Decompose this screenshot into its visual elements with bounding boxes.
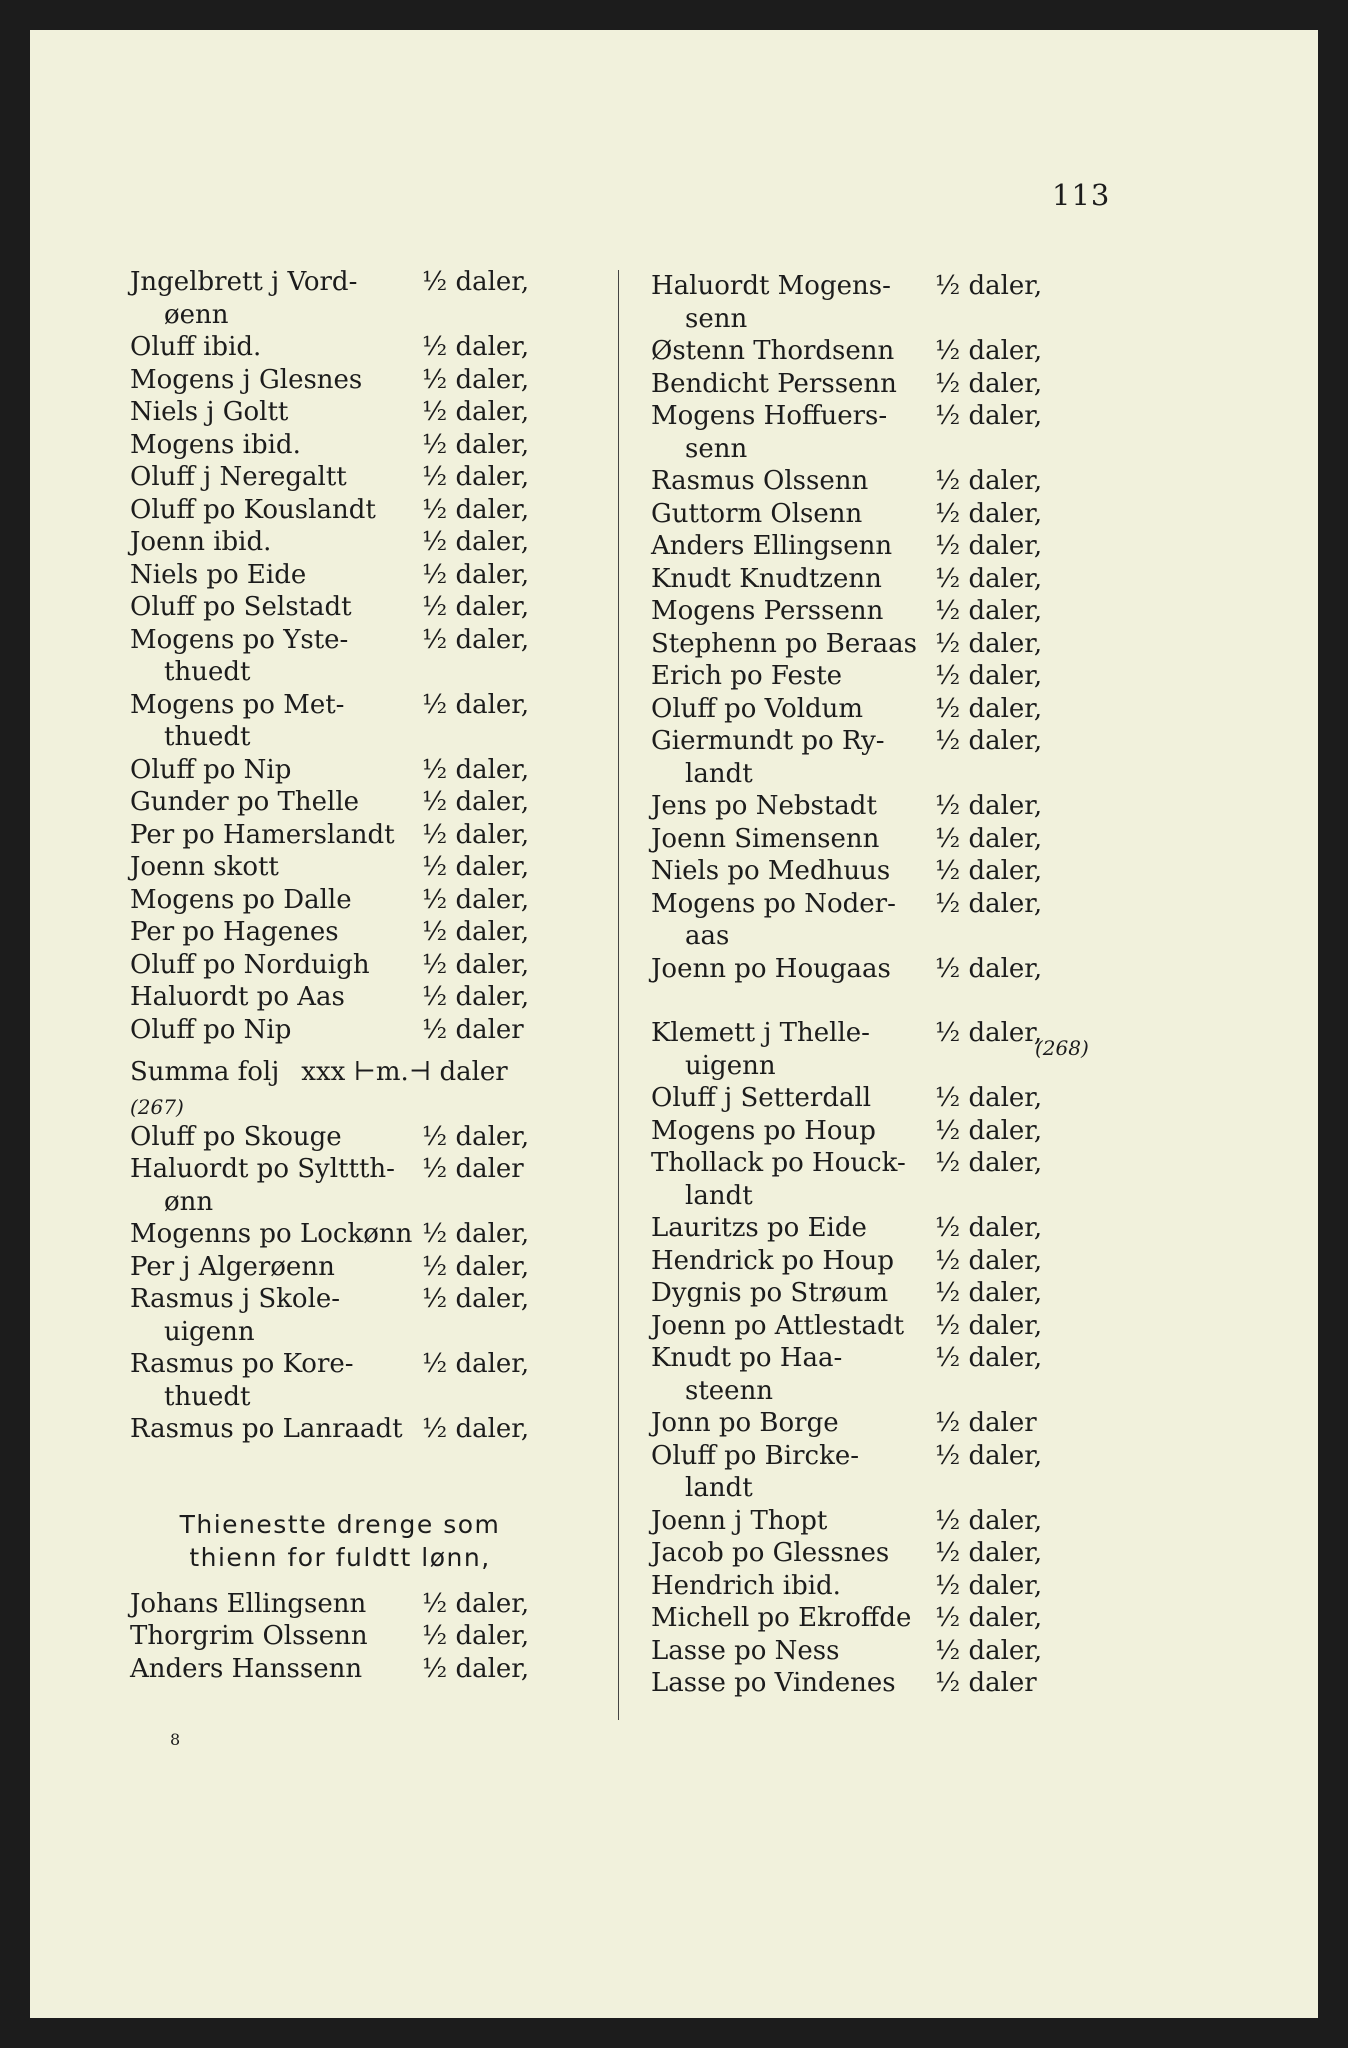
entry-name (651, 1310, 935, 1343)
entry-name-text: Per po Hamerslandt (130, 819, 395, 850)
entry-amount: ½ daler, (935, 531, 1043, 561)
entry-name (130, 1653, 422, 1686)
entry-name (651, 855, 935, 888)
left-list-b (130, 1121, 600, 1446)
entry-name-text: Per po Hagenes (130, 917, 339, 947)
entry-name-text: Oluff po Kouslandt (130, 494, 376, 525)
list-item (130, 559, 600, 592)
entry-name-text: Oluff j Setterdall (651, 1083, 872, 1113)
entry-name-text: Mogens j Glesnes (130, 364, 363, 395)
entry-amount: ½ daler, (935, 1018, 1043, 1048)
entry-name-continuation: øenn (164, 299, 229, 330)
summa-label: Summa folj (130, 1057, 280, 1087)
entry-amount: ½ daler, (935, 1213, 1043, 1243)
entry-amount: ½ daler, (422, 364, 530, 395)
entry-name-text: Knudt po Haa- (651, 1343, 843, 1373)
entry-name-text: Anders Hanssenn (130, 1653, 363, 1684)
entry-amount: ½ daler, (935, 1538, 1043, 1568)
entry-name (651, 530, 935, 563)
entry-name (651, 368, 935, 401)
entry-name-continuation: thuedt (164, 1381, 251, 1412)
entry-name (651, 1082, 935, 1115)
heading-line-2: thienn for fuldtt lønn, (189, 1542, 491, 1572)
entry-name (651, 1570, 935, 1603)
entry-name (651, 1115, 935, 1148)
entry-amount: ½ daler, (935, 271, 1043, 301)
entry-name-text: Mogens po Noder- (651, 888, 896, 919)
entry-name-text: Lauritzs po Eide (651, 1213, 867, 1243)
list-item (651, 1635, 1171, 1668)
entry-name-text: Mogens po Dalle (130, 884, 352, 915)
entry-name (130, 916, 422, 949)
entry-name-text: Mogens ibid. (130, 429, 301, 460)
list-item (130, 819, 600, 852)
entry-name (130, 1348, 422, 1413)
list-item (130, 591, 600, 624)
list-item (130, 1413, 600, 1446)
list-item (651, 823, 1171, 856)
entry-amount: ½ daler, (935, 563, 1043, 594)
list-item (130, 1348, 600, 1413)
list-item (651, 1537, 1171, 1570)
list-item (130, 526, 600, 559)
list-item (651, 790, 1171, 823)
entry-amount: ½ daler, (422, 1653, 530, 1684)
list-item (651, 1277, 1171, 1310)
entry-name-continuation: senn (685, 303, 748, 334)
entry-amount: ½ daler, (935, 498, 1043, 529)
entry-amount: ½ daler, (935, 1278, 1043, 1308)
entry-name-text: Erich po Feste (651, 661, 843, 691)
entry-amount: ½ daler, (935, 466, 1043, 496)
entry-name-continuation: uigenn (164, 1316, 255, 1347)
entry-amount: ½ daler, (422, 397, 530, 427)
entry-name (651, 1407, 935, 1440)
list-item (651, 1017, 1171, 1082)
entry-name-text: Haluordt po Sylttth- (130, 1154, 395, 1184)
entry-amount: ½ daler, (422, 332, 530, 362)
entry-amount: ½ daler, (422, 559, 530, 590)
entry-amount: ½ daler (422, 1154, 524, 1184)
entry-amount: ½ daler, (422, 1284, 530, 1314)
list-item (130, 494, 600, 527)
entry-name-text: Rasmus po Lanraadt (130, 1414, 403, 1444)
entry-amount: ½ daler, (935, 368, 1043, 399)
entry-amount: ½ daler, (422, 949, 530, 980)
left-column (130, 266, 600, 1685)
entry-name (651, 628, 935, 661)
entry-amount: ½ daler, (422, 754, 530, 785)
spacer (651, 985, 1171, 1017)
signature-mark: 8 (170, 1730, 181, 1749)
entry-name (130, 526, 422, 559)
entry-name (651, 790, 935, 823)
entry-name (651, 1342, 935, 1407)
entry-amount: ½ daler, (935, 823, 1043, 854)
list-item (651, 660, 1171, 693)
list-item (130, 916, 600, 949)
entry-amount: ½ daler (422, 1014, 524, 1045)
entry-amount: ½ daler, (935, 888, 1043, 919)
entry-amount: ½ daler, (935, 726, 1043, 756)
entry-name (130, 1153, 422, 1218)
entry-name (130, 266, 422, 331)
entry-name-text: Lasse po Vindenes (651, 1668, 896, 1698)
entry-amount: ½ daler, (422, 267, 530, 297)
entry-name (130, 1218, 422, 1251)
entry-amount: ½ daler (935, 1668, 1037, 1698)
list-item (651, 595, 1171, 628)
entry-amount: ½ daler, (935, 1440, 1043, 1471)
entry-name-text: Gunder po Thelle (130, 787, 360, 817)
entry-name (130, 786, 422, 819)
entry-name-text: Thollack po Houck- (651, 1148, 906, 1178)
list-item (130, 266, 600, 331)
list-item (651, 1310, 1171, 1343)
entry-name-text: Jens po Nebstadt (651, 791, 877, 821)
entry-name (651, 498, 935, 531)
entry-name-continuation: steenn (685, 1375, 774, 1406)
entry-name (651, 1017, 935, 1082)
list-item (651, 1245, 1171, 1278)
list-item (130, 429, 600, 462)
entry-name (651, 1537, 935, 1570)
entry-name-text: Joenn j Thopt (651, 1505, 828, 1536)
entry-name-text: Niels po Medhuus (651, 856, 891, 886)
entry-amount: ½ daler, (422, 787, 530, 817)
heading-line-1: Thienestte drenge som (179, 1509, 501, 1539)
entry-amount: ½ daler, (935, 693, 1043, 724)
entry-amount: ½ daler, (935, 661, 1043, 691)
list-item (130, 1014, 600, 1047)
entry-amount: ½ daler, (422, 1621, 530, 1651)
entry-name-text: Per j Algerøenn (130, 1251, 335, 1282)
right-list-a (651, 270, 1171, 985)
entry-amount: ½ daler, (422, 819, 530, 850)
entry-name-continuation: landt (685, 758, 753, 789)
entry-name-text: Bendicht Perssenn (651, 368, 897, 399)
entry-name-text: Joenn po Hougaas (651, 953, 891, 984)
entry-name (130, 851, 422, 884)
entry-name (130, 396, 422, 429)
list-item (130, 461, 600, 494)
entry-amount: ½ daler, (422, 462, 530, 492)
list-item (130, 1153, 600, 1218)
list-item (651, 368, 1171, 401)
entry-name-text: Guttorm Olsenn (651, 498, 863, 529)
entry-name (130, 1588, 422, 1621)
list-item (130, 331, 600, 364)
entry-name (130, 981, 422, 1014)
entry-name-text: Mogens Hoffuers- (651, 401, 888, 431)
page-number: 113 (1052, 178, 1111, 212)
entry-amount: ½ daler, (935, 401, 1043, 431)
list-item (651, 1147, 1171, 1212)
entry-name-text: Oluff po Selstadt (130, 592, 352, 622)
entry-name-text: Niels j Goltt (130, 397, 289, 427)
entry-name (130, 494, 422, 527)
entry-name-continuation: thuedt (164, 722, 251, 752)
entry-amount: ½ daler, (422, 624, 530, 655)
entry-amount: ½ daler, (935, 596, 1043, 626)
entry-name (651, 465, 935, 498)
list-item (651, 1212, 1171, 1245)
list-item (130, 884, 600, 917)
entry-name-text: Jngelbrett j Vord- (130, 267, 358, 297)
list-item (651, 270, 1171, 335)
page-reference-267: (267) (130, 1094, 184, 1119)
entry-name-text: Oluff po Bircke- (651, 1440, 860, 1471)
entry-name (130, 591, 422, 624)
entry-name-text: Mogens po Houp (651, 1115, 876, 1146)
list-item (130, 754, 600, 787)
list-item (651, 1570, 1171, 1603)
entry-name-text: Jacob po Glessnes (651, 1538, 890, 1568)
list-item (130, 1251, 600, 1284)
list-item (651, 628, 1171, 661)
entry-name-continuation: senn (685, 433, 748, 464)
entry-name (651, 823, 935, 856)
entry-name-text: Knudt Knudtzenn (651, 563, 882, 594)
entry-name-text: Johans Ellingsenn (130, 1588, 367, 1619)
entry-name-continuation: aas (685, 921, 730, 951)
entry-name (651, 693, 935, 726)
entry-amount: ½ daler, (935, 1343, 1043, 1373)
list-item (651, 530, 1171, 563)
entry-amount: ½ daler, (935, 1603, 1043, 1633)
section-heading (130, 1508, 550, 1574)
list-item (130, 1653, 600, 1686)
entry-name (130, 429, 422, 462)
entry-name (130, 1121, 422, 1154)
entry-name-continuation: landt (685, 1473, 753, 1503)
entry-name-continuation: thuedt (164, 657, 251, 687)
entry-name (651, 1147, 935, 1212)
entry-name (651, 595, 935, 628)
entry-name-text: Niels po Eide (130, 559, 307, 590)
left-list-a (130, 266, 600, 1046)
entry-amount: ½ daler, (935, 953, 1043, 984)
list-item (651, 1115, 1171, 1148)
list-item (651, 953, 1171, 986)
entry-name (130, 1014, 422, 1047)
entry-name-text: Haluordt Mogens- (651, 271, 891, 301)
entry-amount: ½ daler, (422, 689, 530, 720)
entry-name (130, 559, 422, 592)
entry-amount: ½ daler, (935, 1245, 1043, 1276)
list-item (130, 1218, 600, 1251)
entry-amount: ½ daler (935, 1408, 1037, 1438)
entry-name-text: Mogens po Yste- (130, 624, 349, 655)
list-item (130, 1588, 600, 1621)
entry-amount: ½ daler, (422, 592, 530, 622)
list-item (130, 1283, 600, 1348)
list-item (651, 1407, 1171, 1440)
entry-name-text: Dygnis po Strøum (651, 1278, 889, 1308)
entry-name-text: Hendrich ibid. (651, 1570, 841, 1601)
entry-name-text: Oluff po Voldum (651, 693, 864, 724)
list-item (651, 563, 1171, 596)
list-item (651, 498, 1171, 531)
entry-name (130, 1251, 422, 1284)
entry-name-text: Mogenns po Lockønn (130, 1219, 413, 1249)
entry-amount: ½ daler, (422, 527, 530, 557)
list-item (651, 1602, 1171, 1635)
summa-amount: xxx ⊢m.⊣ daler (301, 1057, 508, 1087)
list-item (130, 1121, 600, 1154)
entry-amount: ½ daler, (422, 1588, 530, 1619)
right-list-b (651, 1017, 1171, 1700)
entry-name (651, 660, 935, 693)
entry-amount: ½ daler, (422, 429, 530, 460)
entry-name (130, 884, 422, 917)
entry-name (651, 1505, 935, 1538)
list-item (651, 1342, 1171, 1407)
summa-line (130, 1056, 600, 1089)
entry-name (651, 953, 935, 986)
list-item (130, 624, 600, 689)
entry-amount: ½ daler, (935, 1505, 1043, 1536)
list-item (651, 1505, 1171, 1538)
entry-amount: ½ daler, (422, 917, 530, 947)
entry-name-text: Klemett j Thelle- (651, 1018, 870, 1048)
entry-name-text: Østenn Thordsenn (651, 336, 895, 366)
entry-name (651, 335, 935, 368)
entry-name-text: Oluff po Norduigh (130, 949, 370, 980)
entry-name (130, 331, 422, 364)
entry-name-continuation: landt (685, 1180, 753, 1211)
entry-name-text: Oluff ibid. (130, 332, 262, 362)
entry-name (651, 1212, 935, 1245)
entry-name (130, 819, 422, 852)
entry-name (651, 563, 935, 596)
list-item (651, 400, 1171, 465)
entry-name (651, 1277, 935, 1310)
entry-name (651, 1635, 935, 1668)
list-item (130, 949, 600, 982)
entry-name-text: Oluff po Nip (130, 754, 292, 785)
list-item (651, 1667, 1171, 1700)
entry-amount: ½ daler, (422, 1219, 530, 1249)
right-column (618, 270, 1171, 1720)
entry-name (130, 624, 422, 689)
entry-amount: ½ daler, (935, 336, 1043, 366)
list-item (651, 725, 1171, 790)
entry-name (651, 400, 935, 465)
entry-name-text: Michell po Ekroffde (651, 1603, 912, 1633)
entry-name (651, 1602, 935, 1635)
entry-amount: ½ daler, (422, 1349, 530, 1379)
list-item (651, 693, 1171, 726)
entry-name (130, 689, 422, 754)
entry-name-text: Oluff po Skouge (130, 1121, 342, 1152)
entry-amount: ½ daler, (935, 1115, 1043, 1146)
entry-amount: ½ daler, (935, 1148, 1043, 1178)
entry-amount: ½ daler, (422, 852, 530, 882)
entry-name (130, 1620, 422, 1653)
entry-name-continuation: uigenn (685, 1050, 776, 1081)
entry-amount: ½ daler, (935, 1310, 1043, 1341)
entry-name-text: Thorgrim Olssenn (130, 1621, 368, 1651)
entry-amount: ½ daler, (935, 1635, 1043, 1666)
list-item (651, 1082, 1171, 1115)
list-item (651, 888, 1171, 953)
list-item (130, 689, 600, 754)
entry-amount: ½ daler, (935, 856, 1043, 886)
left-list-c (130, 1588, 600, 1686)
entry-name-text: Rasmus Olssenn (651, 466, 869, 496)
entry-name (651, 888, 935, 953)
entry-amount: ½ daler, (935, 1083, 1043, 1113)
list-item (130, 396, 600, 429)
entry-name-text: Joenn ibid. (130, 527, 272, 557)
entry-name-continuation: ønn (164, 1186, 214, 1217)
document-page (30, 30, 1318, 2018)
list-item (651, 1440, 1171, 1505)
entry-name (651, 1667, 935, 1700)
list-item (651, 335, 1171, 368)
list-item (651, 855, 1171, 888)
entry-amount: ½ daler, (935, 791, 1043, 821)
entry-name (651, 725, 935, 790)
entry-amount: ½ daler, (422, 982, 530, 1012)
entry-name (130, 949, 422, 982)
entry-amount: ½ daler, (422, 884, 530, 915)
entry-name-text: Jonn po Borge (651, 1408, 839, 1438)
entry-name-text: Joenn Simensenn (651, 823, 880, 854)
entry-name (651, 270, 935, 335)
entry-name (651, 1440, 935, 1505)
list-item (130, 981, 600, 1014)
entry-amount: ½ daler, (422, 1251, 530, 1282)
list-item (651, 465, 1171, 498)
entry-name-text: Oluff po Nip (130, 1014, 292, 1045)
list-item (130, 364, 600, 397)
entry-name-text: Anders Ellingsenn (651, 531, 893, 561)
page-reference-268: (268) (1035, 1036, 1089, 1060)
entry-amount: ½ daler, (422, 1121, 530, 1152)
entry-name (130, 754, 422, 787)
entry-name-text: Mogens Perssenn (651, 596, 884, 626)
entry-name (130, 461, 422, 494)
list-item (130, 1620, 600, 1653)
entry-name-text: Stephenn po Beraas (651, 628, 918, 659)
entry-name-text: Giermundt po Ry- (651, 726, 885, 756)
entry-name-text: Oluff j Neregaltt (130, 462, 347, 492)
entry-name-text: Mogens po Met- (130, 689, 345, 720)
entry-amount: ½ daler, (935, 628, 1043, 659)
entry-name-text: Joenn skott (130, 852, 279, 882)
entry-name-text: Rasmus po Kore- (130, 1349, 354, 1379)
entry-name (651, 1245, 935, 1278)
list-item (130, 851, 600, 884)
entry-amount: ½ daler, (422, 494, 530, 525)
entry-name-text: Lasse po Ness (651, 1635, 840, 1666)
entry-name (130, 1413, 422, 1446)
list-item (130, 786, 600, 819)
entry-name (130, 1283, 422, 1348)
entry-name-text: Joenn po Attlestadt (651, 1310, 905, 1341)
entry-amount: ½ daler, (935, 1570, 1043, 1601)
entry-name (130, 364, 422, 397)
entry-name-text: Hendrick po Houp (651, 1245, 895, 1276)
entry-name-text: Rasmus j Skole- (130, 1284, 341, 1314)
entry-name-text: Haluordt po Aas (130, 982, 345, 1012)
entry-amount: ½ daler, (422, 1414, 530, 1444)
